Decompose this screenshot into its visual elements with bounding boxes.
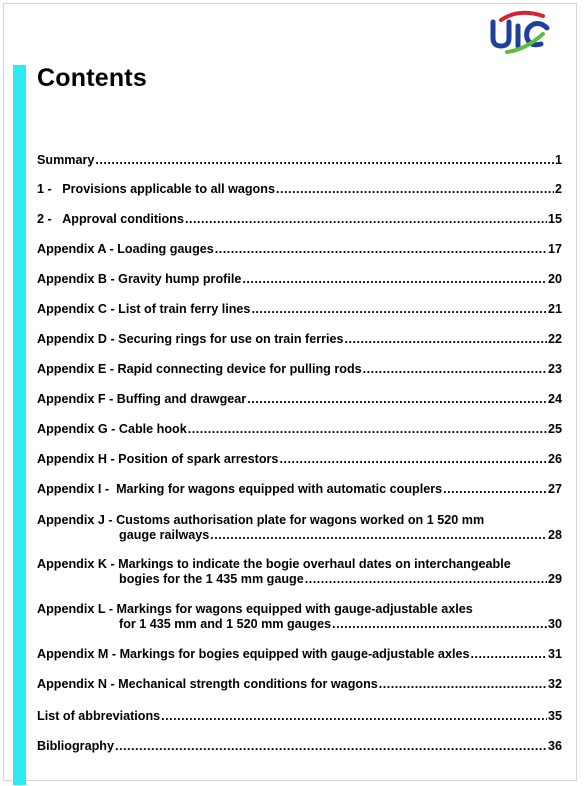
toc-page-number: 32 [547, 677, 562, 691]
toc-line [37, 602, 562, 617]
toc-entry-title: gauge railways [119, 528, 210, 542]
toc-line [37, 528, 562, 543]
dot-leader [363, 362, 547, 377]
dot-leader [279, 452, 547, 467]
toc-entry-label: Appendix N - [37, 677, 119, 691]
toc-entry-label: Appendix G - [37, 422, 119, 436]
toc-entry[interactable] [37, 513, 562, 543]
toc-line [37, 182, 562, 197]
side-accent-bar [13, 65, 26, 785]
toc-line [37, 572, 562, 587]
toc-entry-title: bogies for the 1 435 mm gauge [119, 572, 304, 586]
uic-logo [483, 10, 553, 55]
toc-entry-label: Appendix A - [37, 242, 118, 256]
toc-entry[interactable] [37, 212, 562, 227]
toc-line [37, 212, 562, 227]
page-title: Contents [37, 64, 147, 92]
toc-entry[interactable] [37, 392, 562, 407]
toc-page-number: 24 [547, 392, 562, 406]
toc-entry-title: Markings for bogies equipped with gauge-adjustable axles [119, 647, 470, 661]
toc-page-number: 23 [547, 362, 562, 376]
toc-entry-label: Appendix H - [37, 452, 119, 466]
toc-entry-label: Appendix B - [37, 272, 119, 286]
toc-line [37, 647, 562, 662]
toc-entry-title: for 1 435 mm and 1 520 mm gauges [119, 617, 332, 631]
toc-line [37, 677, 562, 692]
toc-entry[interactable] [37, 677, 562, 692]
dot-leader [247, 392, 547, 407]
toc-entry-title: Securing rings for use on train ferries [118, 332, 344, 346]
toc-page-number: 29 [547, 572, 562, 586]
dot-leader [215, 242, 547, 257]
toc-line [37, 739, 562, 754]
toc-line [37, 513, 562, 528]
toc-page-number: 1 [554, 153, 562, 167]
toc-entry-title: List of train ferry lines [118, 302, 251, 316]
toc-entry[interactable] [37, 482, 562, 497]
toc-entry[interactable] [37, 739, 562, 754]
toc-entry-title: Buffing and drawgear [116, 392, 247, 406]
toc-entry-title: Loading gauges [117, 242, 214, 256]
toc-entry-title: Customs authorisation plate for wagons worked on 1 520 mm [116, 513, 485, 527]
toc-page-number: 27 [547, 482, 562, 496]
dot-leader [242, 272, 547, 287]
dot-leader [332, 617, 547, 632]
toc-page-number: 22 [547, 332, 562, 346]
toc-entry-label: Appendix K - [37, 557, 119, 571]
toc-entry[interactable] [37, 647, 562, 662]
toc-page-number: 25 [547, 422, 562, 436]
toc-page-number: 28 [547, 528, 562, 542]
toc-page-number: 30 [547, 617, 562, 631]
toc-entry-title: Marking for wagons equipped with automatic couplers [116, 482, 443, 496]
toc-entry[interactable] [37, 422, 562, 437]
toc-line [37, 452, 562, 467]
toc-page-number: 31 [547, 647, 562, 661]
toc-entry[interactable] [37, 602, 562, 632]
toc-line [37, 272, 562, 287]
toc-entry[interactable] [37, 362, 562, 377]
dot-leader [276, 182, 554, 197]
dot-leader [185, 212, 547, 227]
toc-entry-label: List of abbreviations [37, 709, 161, 723]
toc-entry[interactable] [37, 709, 562, 724]
dot-leader [115, 739, 547, 754]
toc-entry-label: Bibliography [37, 739, 114, 753]
toc-entry-title: Position of spark arrestors [118, 452, 279, 466]
toc-line [37, 422, 562, 437]
toc-page-number: 21 [547, 302, 562, 316]
toc-page-number: 17 [547, 242, 562, 256]
toc-entry-label: 2 - [37, 212, 63, 226]
toc-entry[interactable] [37, 302, 562, 317]
toc-entry[interactable] [37, 272, 562, 287]
toc-line [37, 302, 562, 317]
toc-page-number: 35 [547, 709, 562, 723]
toc-entry-label: Appendix M - [37, 647, 120, 661]
toc-entry-title: Markings to indicate the bogie overhaul dates on interchangeable [118, 557, 511, 571]
toc-page-number: 2 [554, 182, 562, 196]
dot-leader [188, 422, 547, 437]
dot-leader [345, 332, 547, 347]
toc-line [37, 709, 562, 724]
toc-page-number: 15 [547, 212, 562, 226]
toc-entry-label: Appendix J - [37, 513, 117, 527]
toc-line [37, 482, 562, 497]
dot-leader [470, 647, 547, 662]
toc-entry-title: Gravity hump profile [118, 272, 242, 286]
toc-line [37, 617, 562, 632]
dot-leader [210, 528, 547, 543]
toc-entry-title: Mechanical strength conditions for wagons [118, 677, 378, 691]
toc-entry[interactable] [37, 182, 562, 197]
toc-entry-label: Appendix E - [37, 362, 118, 376]
toc-line [37, 242, 562, 257]
toc-entry-label: Appendix I - [37, 482, 117, 496]
toc-entry-label: Appendix F - [37, 392, 117, 406]
toc-entry-label: 1 - [37, 182, 63, 196]
toc-entry-title: Provisions applicable to all wagons [62, 182, 275, 196]
toc-line [37, 153, 562, 168]
toc-entry[interactable] [37, 452, 562, 467]
toc-entry-title: Rapid connecting device for pulling rods [117, 362, 362, 376]
toc-entry-label: Appendix L - [37, 602, 117, 616]
dot-leader [443, 482, 547, 497]
dot-leader [379, 677, 547, 692]
toc-entry-label: Appendix D - [37, 332, 119, 346]
dot-leader [251, 302, 547, 317]
toc-line [37, 557, 562, 572]
toc-entry-label: Summary [37, 153, 95, 167]
toc-entry[interactable] [37, 153, 562, 168]
toc-entry-label: Appendix C - [37, 302, 119, 316]
toc-entry[interactable] [37, 332, 562, 347]
toc-entry[interactable] [37, 242, 562, 257]
toc-entry[interactable] [37, 557, 562, 587]
dot-leader [95, 153, 554, 168]
toc-line [37, 362, 562, 377]
toc-page-number: 26 [547, 452, 562, 466]
toc-entry-title: Approval conditions [62, 212, 184, 226]
toc-page-number: 20 [547, 272, 562, 286]
dot-leader [305, 572, 547, 587]
dot-leader [161, 709, 547, 724]
toc-entry-title: Cable hook [118, 422, 187, 436]
toc-page-number: 36 [547, 739, 562, 753]
toc-line [37, 332, 562, 347]
toc-entry-title: Markings for wagons equipped with gauge-adjustable axles [116, 602, 473, 616]
toc-line [37, 392, 562, 407]
